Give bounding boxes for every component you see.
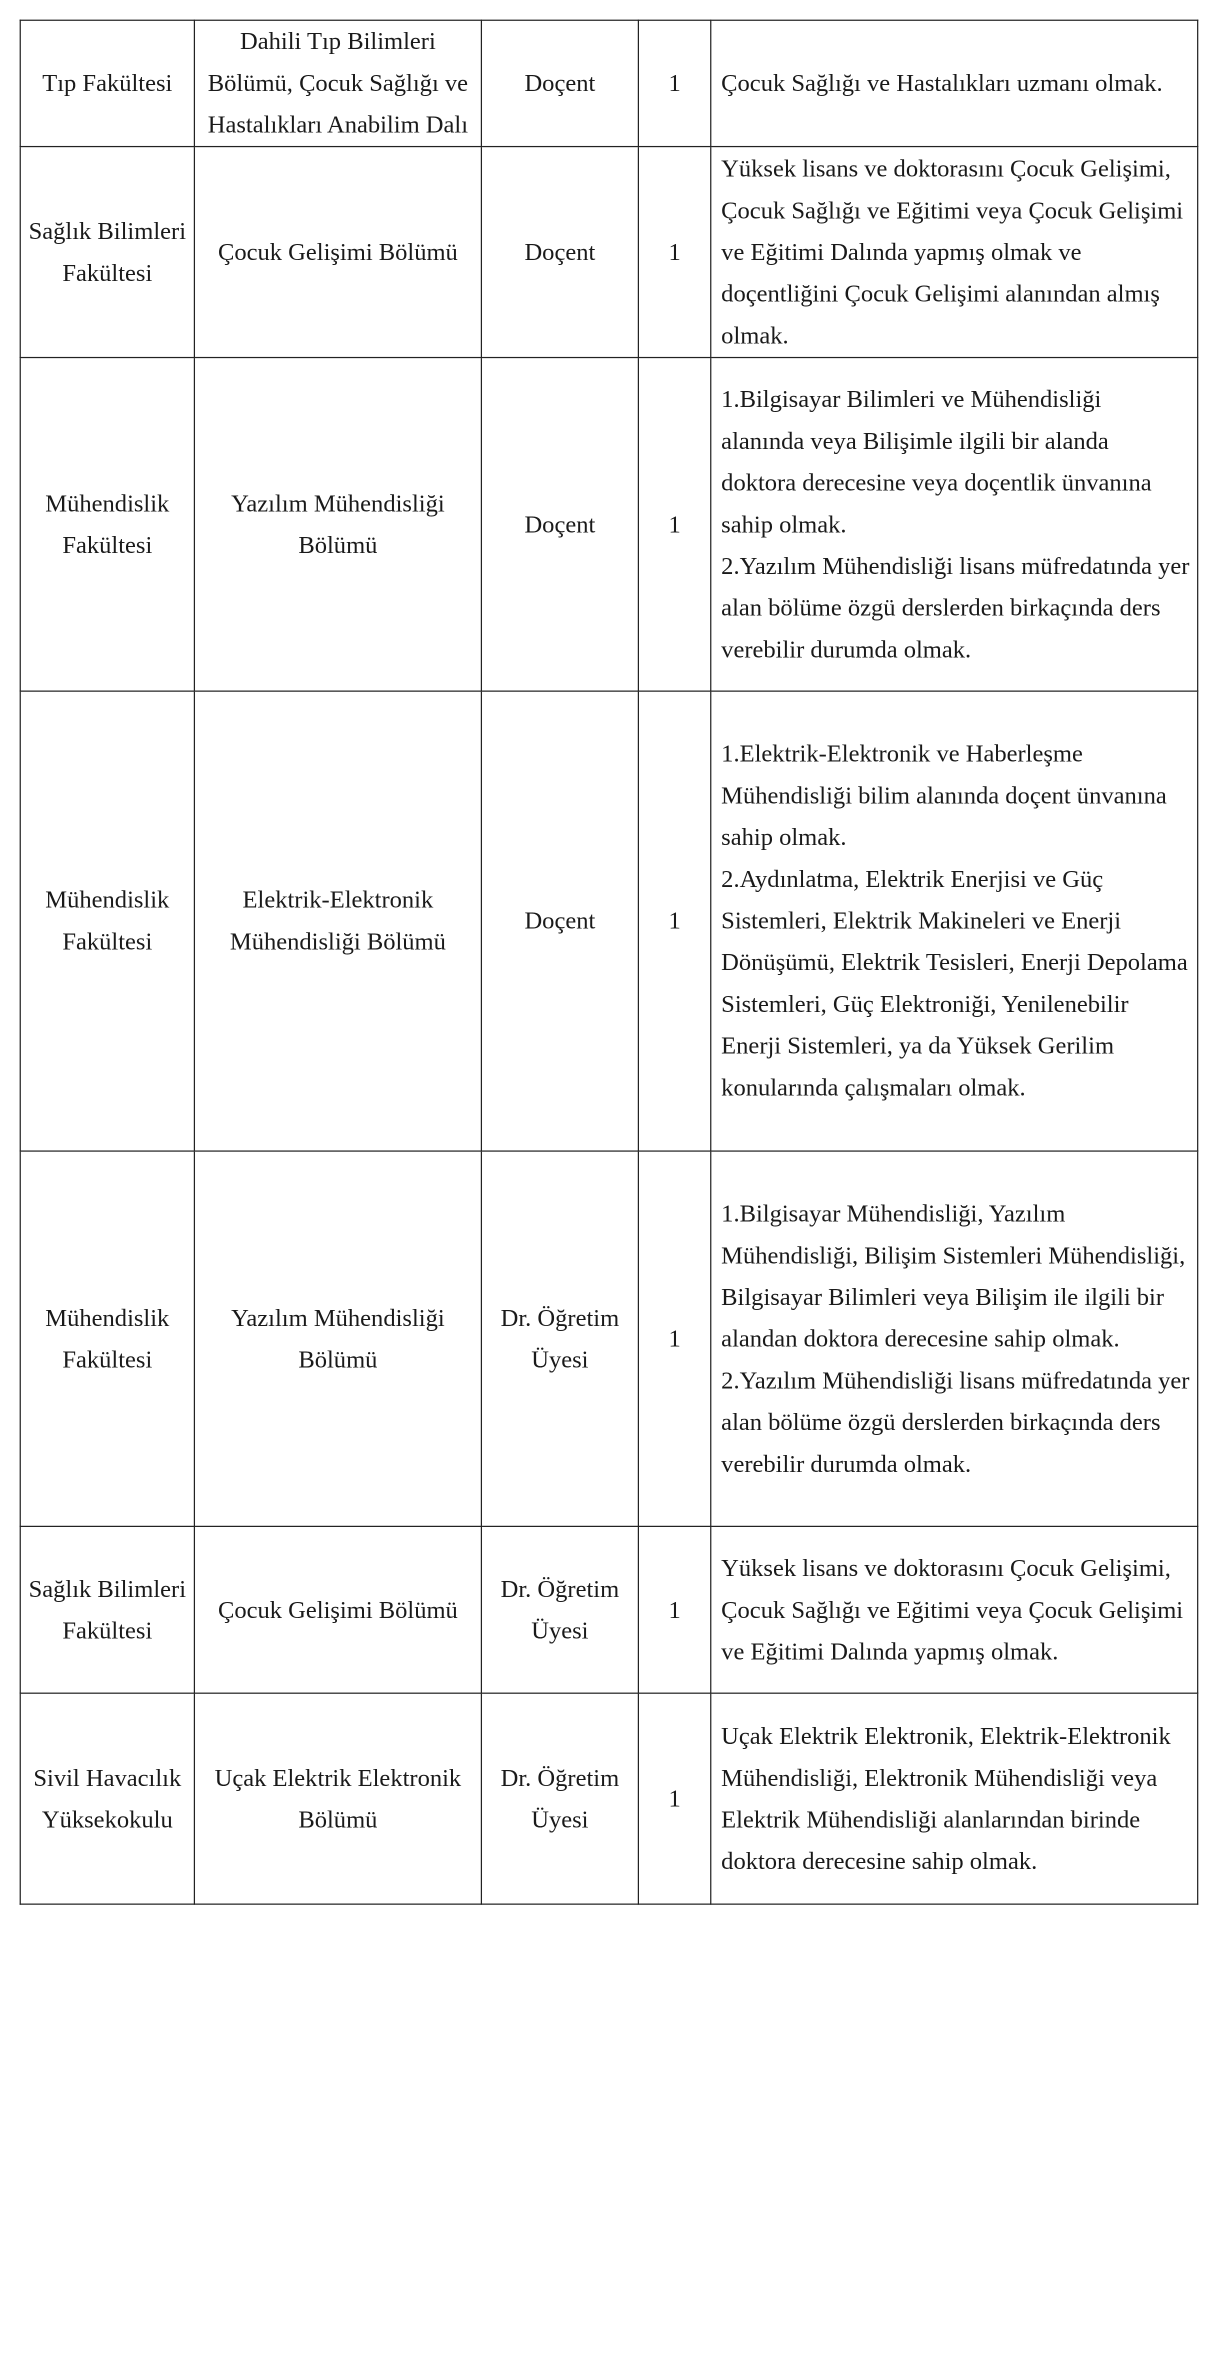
requirements-cell	[711, 1526, 1198, 1693]
table-row	[20, 1693, 1197, 1904]
count-cell: 1	[638, 20, 710, 146]
faculty-cell: Mühendislik Fakültesi	[20, 691, 194, 1151]
requirements-cell	[711, 1693, 1198, 1904]
faculty-cell: Sivil Havacılık Yüksekokulu	[20, 1693, 194, 1904]
count-cell: 1	[638, 1693, 710, 1904]
title-cell: Dr. Öğretim Üyesi	[481, 1693, 638, 1904]
title-cell: Doçent	[481, 691, 638, 1151]
title-cell: Doçent	[481, 358, 638, 692]
table-row	[20, 20, 1197, 146]
requirement-text: 1.Elektrik-Elektronik ve Haberleşme Mühendisliği bilim alanında doçent ünvanına sahip olmak.	[721, 740, 1167, 852]
requirement-text: Yüksek lisans ve doktorasını Çocuk Gelişimi, Çocuk Sağlığı ve Eğitimi veya Çocuk Gelişimi ve Eğitimi Dalında yapmış olmak ve doçentliğini Çocuk Gelişimi alanından almış olmak.	[721, 155, 1184, 349]
requirements-cell	[711, 358, 1198, 692]
department-cell: Çocuk Gelişimi Bölümü	[194, 147, 481, 358]
requirements-cell	[711, 691, 1198, 1151]
table-row	[20, 1151, 1197, 1526]
positions-table	[20, 20, 1199, 1905]
faculty-cell: Mühendislik Fakültesi	[20, 1151, 194, 1526]
title-cell: Dr. Öğretim Üyesi	[481, 1526, 638, 1693]
title-cell: Doçent	[481, 147, 638, 358]
requirement-text: 2.Aydınlatma, Elektrik Enerjisi ve Güç Sistemleri, Elektrik Makineleri ve Enerji Dönüşümü, Elektrik Tesisleri, Enerji Depolama Sistemleri, Güç Elektroniği, Yenilenebilir Enerji Sistemleri, ya da Yüksek Gerilim konularında çalışmaları olmak.	[721, 865, 1188, 1102]
requirement-text: 2.Yazılım Mühendisliği lisans müfredatında yer alan bölüme özgü derslerden birkaçında ders verebilir durumda olmak.	[721, 1366, 1190, 1478]
requirement-text: Uçak Elektrik Elektronik, Elektrik-Elektronik Mühendisliği, Elektronik Mühendisliği veya Elektrik Mühendisliği alanlarından birinde doktora derecesine sahip olmak.	[721, 1722, 1171, 1875]
count-cell: 1	[638, 147, 710, 358]
table-row	[20, 1526, 1197, 1693]
department-cell: Elektrik-Elektronik Mühendisliği Bölümü	[194, 691, 481, 1151]
requirement-text: 1.Bilgisayar Bilimleri ve Mühendisliği alanında veya Bilişimle ilgili bir alanda doktora derecesine veya doçentlik ünvanına sahip olmak.	[721, 385, 1152, 538]
count-cell: 1	[638, 1151, 710, 1526]
count-cell: 1	[638, 691, 710, 1151]
requirement-text: 2.Yazılım Mühendisliği lisans müfredatında yer alan bölüme özgü derslerden birkaçında ders verebilir durumda olmak.	[721, 552, 1190, 663]
count-cell: 1	[638, 358, 710, 692]
faculty-cell: Mühendislik Fakültesi	[20, 358, 194, 692]
faculty-cell: Sağlık Bilimleri Fakültesi	[20, 1526, 194, 1693]
table-row	[20, 147, 1197, 358]
requirement-text: 1.Bilgisayar Mühendisliği, Yazılım Mühendisliği, Bilişim Sistemleri Mühendisliği, Bilgisayar Bilimleri veya Bilişim ile ilgili bir alandan doktora derecesine sahip olmak.	[721, 1200, 1186, 1353]
requirements-cell	[711, 20, 1198, 146]
department-cell: Dahili Tıp Bilimleri Bölümü, Çocuk Sağlığı ve Hastalıkları Anabilim Dalı	[194, 20, 481, 146]
department-cell: Yazılım Mühendisliği Bölümü	[194, 1151, 481, 1526]
faculty-cell: Tıp Fakültesi	[20, 20, 194, 146]
faculty-cell: Sağlık Bilimleri Fakültesi	[20, 147, 194, 358]
requirement-text: Yüksek lisans ve doktorasını Çocuk Gelişimi, Çocuk Sağlığı ve Eğitimi veya Çocuk Gelişimi ve Eğitimi Dalında yapmış olmak.	[721, 1554, 1184, 1665]
department-cell: Çocuk Gelişimi Bölümü	[194, 1526, 481, 1693]
table-row	[20, 691, 1197, 1151]
title-cell: Doçent	[481, 20, 638, 146]
requirements-cell	[711, 147, 1198, 358]
department-cell: Yazılım Mühendisliği Bölümü	[194, 358, 481, 692]
requirement-text: Çocuk Sağlığı ve Hastalıkları uzmanı olmak.	[721, 69, 1163, 97]
table-row	[20, 358, 1197, 692]
count-cell: 1	[638, 1526, 710, 1693]
title-cell: Dr. Öğretim Üyesi	[481, 1151, 638, 1526]
requirements-cell	[711, 1151, 1198, 1526]
department-cell: Uçak Elektrik Elektronik Bölümü	[194, 1693, 481, 1904]
